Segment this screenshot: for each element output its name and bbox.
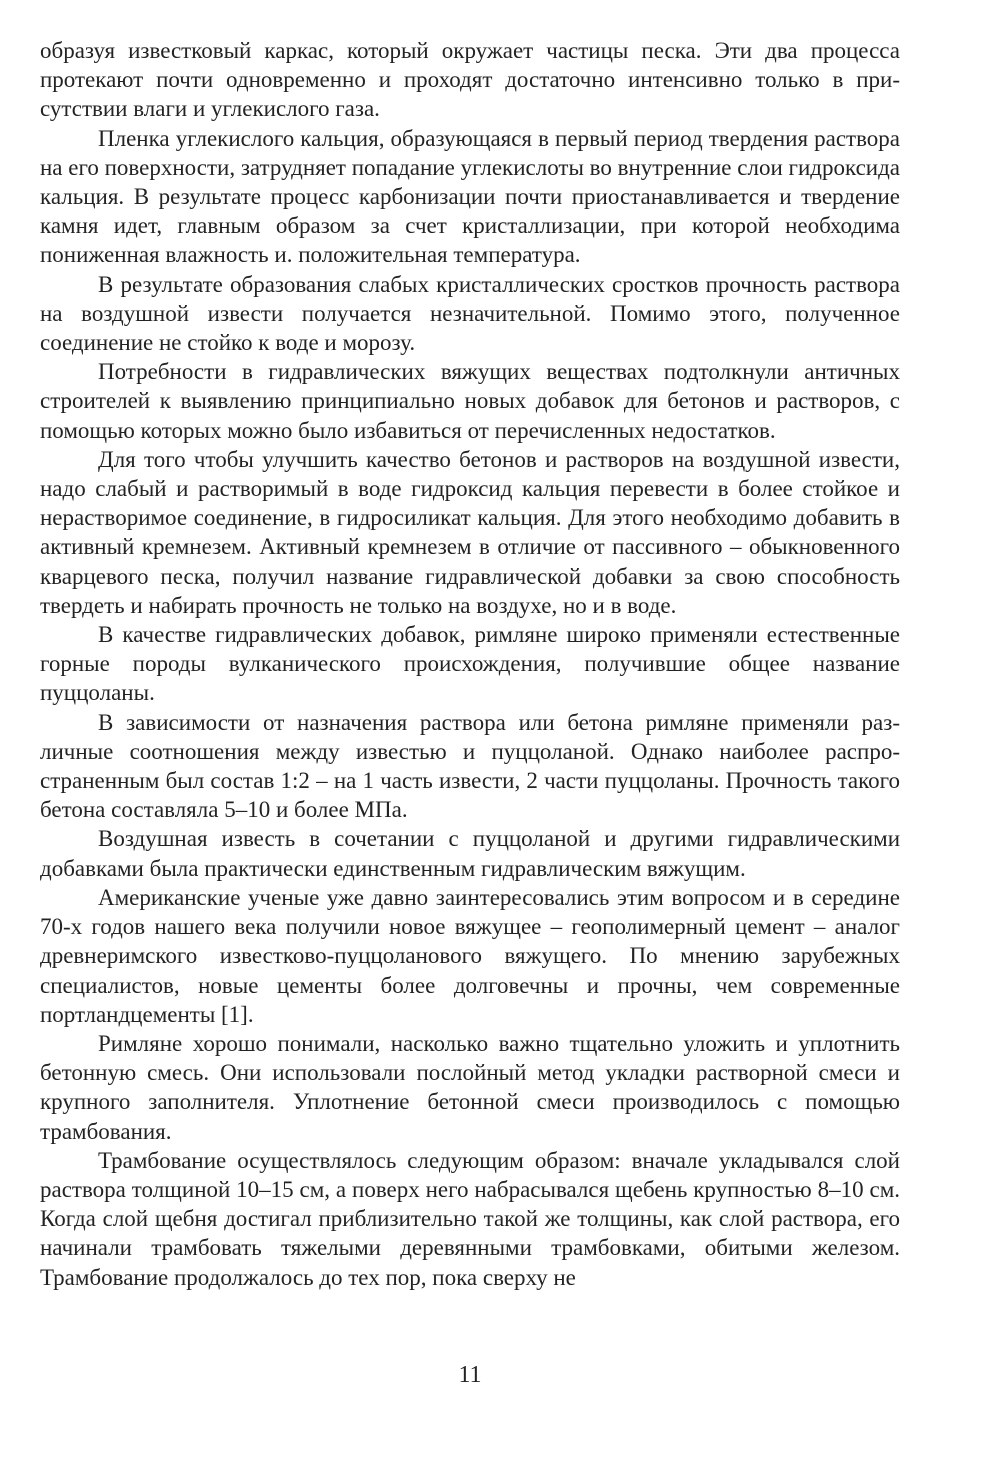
page-number: 11 bbox=[458, 1362, 482, 1388]
paragraph-6: В качестве гидравлических добавок, римляне широко применяли естественные горные породы вулканического происхождения, получившие общее название пуццоланы. bbox=[40, 622, 900, 706]
paragraph-1: образуя известковый каркас, который окружает частицы песка. Эти два процесса протекают почти одновременно и проходят достаточно интенсивно только в присутствии влаги и углекислого газа. bbox=[40, 38, 900, 122]
paragraph-9: Американские ученые уже давно заинтересовались этим вопросом и в середине 70-х годов нашего века получили новое вяжущее – геополимерный цемент – аналог древнеримского известково-пуццоланового вяжущего. По мнению зарубежных специалистов, новые цементы более долговечны и прочны, чем современные портландцементы [1]. bbox=[40, 884, 900, 1027]
paragraph-10: Римляне хорошо понимали, насколько важно тщательно уложить и уплотнить бетонную смесь. Они использовали послойный метод укладки растворной смеси и крупного заполнителя. Уплотнение бетонной смеси производилось с помощью трамбования. bbox=[40, 1030, 900, 1144]
paragraph-8: Воздушная известь в сочетании с пуццоланой и другими гидравлическими добавками была практически единственным гидравлическим вяжущим. bbox=[40, 826, 900, 881]
paragraph-7: В зависимости от назначения раствора или бетона римляне применяли различные соотношения между известью и пуццоланой. Однако наиболее распространенным был состав 1:2 – на 1 часть извести, 2 части пуццоланы. Прочность такого бетона составляла 5–10 и более МПа. bbox=[40, 709, 900, 823]
paragraph-4: Потребности в гидравлических вяжущих веществах подтолкнули античных строителей к выявлению принципиально новых добавок для бетонов и растворов, с помощью которых можно было избавиться от перечисленных недостатков. bbox=[40, 359, 900, 443]
paragraph-5: Для того чтобы улучшить качество бетонов и растворов на воздушной извести, надо слабый и растворимый в воде гидроксид кальция перевести в более стойкое и нерастворимое соединение, в гидросиликат кальция. Для этого необходимо добавить в активный кремнезем. Активный кремнезем в отличие от пассивного – обыкновенного кварцевого песка, получил название гидравлической добавки за свою способность твердеть и набирать прочность не только на воздухе, но и в воде. bbox=[40, 446, 900, 618]
paragraph-3: В результате образования слабых кристаллических сростков прочность раствора на воздушной извести получается незначительной. Помимо этого, полученное соединение не стойко к воде и морозу. bbox=[40, 271, 900, 356]
paragraph-11: Трамбование осуществлялось следующим образом: вначале укладывался слой раствора толщиной 10–15 см, а поверх него набрасывался щебень крупностью 8–10 см. Когда слой щебня достигал приблизительно такой же толщины, как слой раствора, его начинали трамбовать тяжелыми деревянными трамбовками, обитыми железом. Трамбование продолжалось до тех пор, пока сверху не bbox=[40, 1147, 900, 1290]
document-page bbox=[40, 36, 900, 1292]
paragraph-2: Пленка углекислого кальция, образующаяся в первый период твердения раствора на его поверхности, затрудняет попадание углекислоты во внутренние слои гидроксида кальция. В результате процесс карбонизации почти приостанавливается и твердение камня идет, главным образом за счет кристаллизации, при которой необходима пониженная влажность и. положительная температура. bbox=[40, 125, 900, 268]
